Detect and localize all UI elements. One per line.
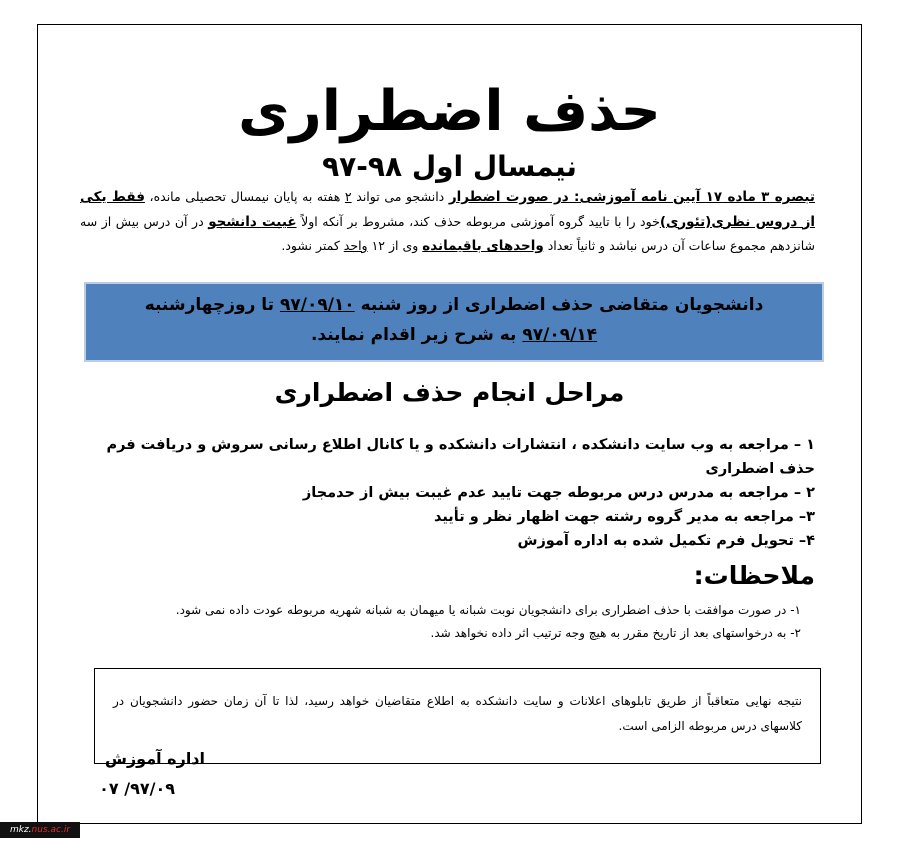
semester-subtitle: نیمسال اول ۹۸-۹۷ xyxy=(322,150,577,183)
remaining-units-text: واحدهای باقیمانده xyxy=(422,238,544,254)
step-item: ۲ – مراجعه به مدرس درس مربوطه جهت تایید عدم غیبت بیش از حدمجاز xyxy=(302,485,815,501)
step-item: ۱ – مراجعه به وب سایت دانشکده ، انتشارات دانشکده و یا کانال اطلاع رسانی سروش و دریافت فرم حذف اضطراری xyxy=(106,437,815,477)
date-range-highlight: دانشجویان متقاضی حذف اضطراری از روز شنبه ۹۷/۰۹/۱۰ تا روزچهارشنبه ۹۷/۰۹/۱۴ به شرح زیر اقدام نمایند. xyxy=(84,282,824,362)
steps-heading: مراحل انجام حذف اضطراری xyxy=(274,378,625,407)
announcement-page xyxy=(37,24,862,824)
regulation-paragraph: تبصره ۳ ماده ۱۷ آیین نامه آموزشی: در صورت اضطرار دانشجو می تواند ۲ هفته به پایان نیمسال تحصیلی مانده، فقط یکی از دروس نظری(تئوری)خود را با تایید گروه آموزشی مربوطه حذف کند، مشروط بر آنکه اولاً غیبت دانشجو در آن درس بیش از سه شانزدهم مجموع ساعات آن درس نباشد و ثانیاً تعداد واحدهای باقیمانده وی از ۱۲ واحد کمتر نشود. xyxy=(80,189,815,254)
signature-block xyxy=(45,744,205,804)
notes-list xyxy=(98,599,801,645)
signature-date: ۹۷/۰۹/ ۰۷ xyxy=(99,779,175,798)
one-course-text: فقط یکی از دروس نظری(تئوری) xyxy=(80,189,815,230)
final-result-box: نتیجه نهایی متعاقباً از طریق تابلوهای اعلانات و سایت دانشکده به اطلاع متقاضیان خواهد رسید، لذا تا آن زمان حضور دانشجویان در کلاسهای درس مربوطه الزامی است. xyxy=(94,668,821,764)
start-date: ۹۷/۰۹/۱۰ xyxy=(279,295,355,315)
end-date: ۹۷/۰۹/۱۴ xyxy=(522,325,598,345)
note-item: ۱- در صورت موافقت با حذف اضطراری برای دانشجویان نوبت شبانه یا میهمان به شبانه شهریه مربوطه عودت داده نمی شود. xyxy=(175,603,801,617)
regulation-lead: تبصره ۳ ماده ۱۷ آیین نامه آموزشی: در صورت اضطرار xyxy=(448,189,815,205)
steps-list xyxy=(80,433,815,553)
step-item: ۳– مراجعه به مدیر گروه رشته جهت اظهار نظر و تأیید xyxy=(434,509,815,525)
notes-heading: ملاحظات: xyxy=(693,561,815,590)
site-watermark: mkz.nus.ac.ir xyxy=(0,822,80,838)
note-item: ۲- به درخواستهای بعد از تاریخ مقرر به هیچ وجه ترتیب اثر داده نخواهد شد. xyxy=(430,626,801,640)
step-item: ۴– تحویل فرم تکمیل شده به اداره آموزش xyxy=(517,533,815,549)
page-title: حذف اضطراری xyxy=(238,79,661,144)
absence-text: غیبت دانشجو xyxy=(208,213,297,230)
signature-office: اداره آموزش xyxy=(104,749,205,768)
